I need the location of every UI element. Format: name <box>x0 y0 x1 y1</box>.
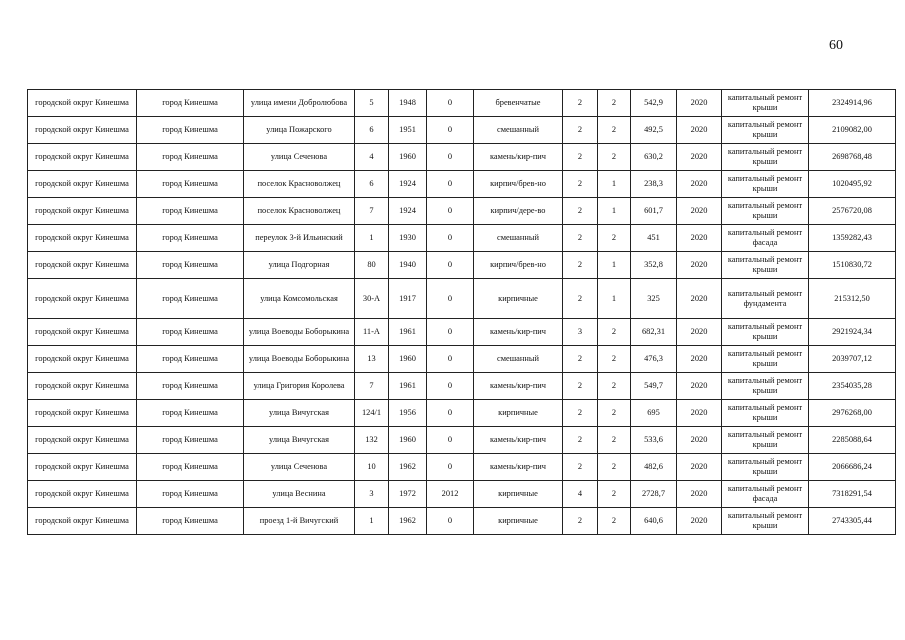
area-cell: 352,8 <box>631 252 677 279</box>
municipality-cell: городской округ Кинешма <box>28 225 137 252</box>
entrances-cell: 2 <box>598 508 631 535</box>
floors-cell: 2 <box>563 171 598 198</box>
street-cell: проезд 1-й Вичугский <box>244 508 355 535</box>
plan-year-cell: 2020 <box>677 252 722 279</box>
street-cell: улица Вичугская <box>244 427 355 454</box>
area-cell: 2728,7 <box>631 481 677 508</box>
plan-year-cell: 2020 <box>677 144 722 171</box>
cost-cell: 2324914,96 <box>809 90 896 117</box>
floors-cell: 2 <box>563 400 598 427</box>
municipality-cell: городской округ Кинешма <box>28 481 137 508</box>
area-cell: 492,5 <box>631 117 677 144</box>
wall-material-cell: смешанный <box>474 225 563 252</box>
floors-cell: 2 <box>563 454 598 481</box>
wall-material-cell: смешанный <box>474 346 563 373</box>
street-cell: улица Сеченова <box>244 144 355 171</box>
municipality-cell: городской округ Кинешма <box>28 346 137 373</box>
built-year-cell: 1961 <box>389 319 427 346</box>
street-cell: поселок Красноволжец <box>244 171 355 198</box>
work-type-cell: капитальный ремонт крыши <box>722 508 809 535</box>
built-year-cell: 1948 <box>389 90 427 117</box>
overhaul-year-cell: 0 <box>427 346 474 373</box>
entrances-cell: 2 <box>598 481 631 508</box>
settlement-cell: город Кинешма <box>137 508 244 535</box>
built-year-cell: 1917 <box>389 279 427 319</box>
house-number-cell: 5 <box>355 90 389 117</box>
work-type-cell: капитальный ремонт крыши <box>722 171 809 198</box>
cost-cell: 1510830,72 <box>809 252 896 279</box>
house-number-cell: 132 <box>355 427 389 454</box>
area-cell: 451 <box>631 225 677 252</box>
wall-material-cell: кирпичные <box>474 481 563 508</box>
floors-cell: 2 <box>563 117 598 144</box>
house-number-cell: 7 <box>355 198 389 225</box>
street-cell: улица Воеводы Боборыкина <box>244 319 355 346</box>
plan-year-cell: 2020 <box>677 90 722 117</box>
built-year-cell: 1956 <box>389 400 427 427</box>
street-cell: улица имени Добролюбова <box>244 90 355 117</box>
settlement-cell: город Кинешма <box>137 373 244 400</box>
table-row <box>28 90 896 117</box>
cost-cell: 1359282,43 <box>809 225 896 252</box>
settlement-cell: город Кинешма <box>137 171 244 198</box>
overhaul-year-cell: 0 <box>427 427 474 454</box>
floors-cell: 2 <box>563 252 598 279</box>
wall-material-cell: кирпич/дере-во <box>474 198 563 225</box>
settlement-cell: город Кинешма <box>137 90 244 117</box>
floors-cell: 2 <box>563 144 598 171</box>
wall-material-cell: камень/кир-пич <box>474 427 563 454</box>
wall-material-cell: камень/кир-пич <box>474 319 563 346</box>
entrances-cell: 2 <box>598 90 631 117</box>
cost-cell: 2743305,44 <box>809 508 896 535</box>
cost-cell: 2354035,28 <box>809 373 896 400</box>
municipality-cell: городской округ Кинешма <box>28 171 137 198</box>
table-row <box>28 346 896 373</box>
municipality-cell: городской округ Кинешма <box>28 252 137 279</box>
wall-material-cell: кирпичные <box>474 400 563 427</box>
floors-cell: 3 <box>563 319 598 346</box>
entrances-cell: 2 <box>598 400 631 427</box>
wall-material-cell: кирпич/брев-но <box>474 252 563 279</box>
municipality-cell: городской округ Кинешма <box>28 427 137 454</box>
table-row <box>28 117 896 144</box>
house-number-cell: 11-А <box>355 319 389 346</box>
entrances-cell: 2 <box>598 427 631 454</box>
house-number-cell: 1 <box>355 508 389 535</box>
area-cell: 695 <box>631 400 677 427</box>
built-year-cell: 1951 <box>389 117 427 144</box>
plan-year-cell: 2020 <box>677 319 722 346</box>
built-year-cell: 1961 <box>389 373 427 400</box>
entrances-cell: 2 <box>598 454 631 481</box>
overhaul-year-cell: 0 <box>427 144 474 171</box>
wall-material-cell: смешанный <box>474 117 563 144</box>
overhaul-year-cell: 0 <box>427 508 474 535</box>
overhaul-year-cell: 0 <box>427 171 474 198</box>
wall-material-cell: камень/кир-пич <box>474 454 563 481</box>
work-type-cell: капитальный ремонт крыши <box>722 144 809 171</box>
overhaul-year-cell: 0 <box>427 400 474 427</box>
table-row <box>28 252 896 279</box>
housing-repair-table <box>27 89 896 535</box>
area-cell: 482,6 <box>631 454 677 481</box>
house-number-cell: 30-А <box>355 279 389 319</box>
floors-cell: 2 <box>563 198 598 225</box>
entrances-cell: 2 <box>598 319 631 346</box>
built-year-cell: 1960 <box>389 427 427 454</box>
plan-year-cell: 2020 <box>677 400 722 427</box>
entrances-cell: 2 <box>598 117 631 144</box>
entrances-cell: 2 <box>598 373 631 400</box>
settlement-cell: город Кинешма <box>137 400 244 427</box>
cost-cell: 2576720,08 <box>809 198 896 225</box>
street-cell: улица Григория Королева <box>244 373 355 400</box>
area-cell: 640,6 <box>631 508 677 535</box>
overhaul-year-cell: 0 <box>427 252 474 279</box>
work-type-cell: капитальный ремонт крыши <box>722 427 809 454</box>
street-cell: улица Сеченова <box>244 454 355 481</box>
plan-year-cell: 2020 <box>677 171 722 198</box>
plan-year-cell: 2020 <box>677 481 722 508</box>
plan-year-cell: 2020 <box>677 454 722 481</box>
work-type-cell: капитальный ремонт крыши <box>722 319 809 346</box>
house-number-cell: 13 <box>355 346 389 373</box>
settlement-cell: город Кинешма <box>137 427 244 454</box>
plan-year-cell: 2020 <box>677 225 722 252</box>
table-row <box>28 427 896 454</box>
table-row <box>28 171 896 198</box>
overhaul-year-cell: 0 <box>427 90 474 117</box>
house-number-cell: 1 <box>355 225 389 252</box>
page-number: 60 <box>829 38 843 53</box>
house-number-cell: 10 <box>355 454 389 481</box>
table-row <box>28 373 896 400</box>
settlement-cell: город Кинешма <box>137 481 244 508</box>
work-type-cell: капитальный ремонт крыши <box>722 117 809 144</box>
plan-year-cell: 2020 <box>677 117 722 144</box>
settlement-cell: город Кинешма <box>137 454 244 481</box>
plan-year-cell: 2020 <box>677 279 722 319</box>
house-number-cell: 3 <box>355 481 389 508</box>
area-cell: 533,6 <box>631 427 677 454</box>
work-type-cell: капитальный ремонт крыши <box>722 454 809 481</box>
house-number-cell: 7 <box>355 373 389 400</box>
table-row <box>28 400 896 427</box>
house-number-cell: 4 <box>355 144 389 171</box>
wall-material-cell: бревенчатые <box>474 90 563 117</box>
entrances-cell: 2 <box>598 225 631 252</box>
built-year-cell: 1924 <box>389 198 427 225</box>
house-number-cell: 80 <box>355 252 389 279</box>
cost-cell: 7318291,54 <box>809 481 896 508</box>
municipality-cell: городской округ Кинешма <box>28 144 137 171</box>
house-number-cell: 6 <box>355 171 389 198</box>
table-row <box>28 481 896 508</box>
municipality-cell: городской округ Кинешма <box>28 373 137 400</box>
street-cell: улица Воеводы Боборыкина <box>244 346 355 373</box>
street-cell: поселок Красноволжец <box>244 198 355 225</box>
entrances-cell: 1 <box>598 171 631 198</box>
cost-cell: 2285088,64 <box>809 427 896 454</box>
settlement-cell: город Кинешма <box>137 252 244 279</box>
cost-cell: 2976268,00 <box>809 400 896 427</box>
work-type-cell: капитальный ремонт крыши <box>722 252 809 279</box>
table-body <box>28 90 896 535</box>
built-year-cell: 1960 <box>389 144 427 171</box>
cost-cell: 215312,50 <box>809 279 896 319</box>
floors-cell: 2 <box>563 279 598 319</box>
plan-year-cell: 2020 <box>677 198 722 225</box>
built-year-cell: 1972 <box>389 481 427 508</box>
cost-cell: 2039707,12 <box>809 346 896 373</box>
street-cell: переулок 3-й Ильинский <box>244 225 355 252</box>
wall-material-cell: кирпич/брев-но <box>474 171 563 198</box>
work-type-cell: капитальный ремонт крыши <box>722 373 809 400</box>
work-type-cell: капитальный ремонт фасада <box>722 481 809 508</box>
floors-cell: 2 <box>563 225 598 252</box>
street-cell: улица Пожарского <box>244 117 355 144</box>
street-cell: улица Комсомольская <box>244 279 355 319</box>
municipality-cell: городской округ Кинешма <box>28 454 137 481</box>
municipality-cell: городской округ Кинешма <box>28 117 137 144</box>
table-row <box>28 508 896 535</box>
work-type-cell: капитальный ремонт крыши <box>722 400 809 427</box>
built-year-cell: 1962 <box>389 508 427 535</box>
table-row <box>28 144 896 171</box>
plan-year-cell: 2020 <box>677 427 722 454</box>
street-cell: улица Веснина <box>244 481 355 508</box>
wall-material-cell: камень/кир-пич <box>474 144 563 171</box>
overhaul-year-cell: 0 <box>427 117 474 144</box>
plan-year-cell: 2020 <box>677 373 722 400</box>
municipality-cell: городской округ Кинешма <box>28 400 137 427</box>
entrances-cell: 1 <box>598 198 631 225</box>
overhaul-year-cell: 0 <box>427 319 474 346</box>
area-cell: 549,7 <box>631 373 677 400</box>
overhaul-year-cell: 0 <box>427 225 474 252</box>
area-cell: 325 <box>631 279 677 319</box>
area-cell: 542,9 <box>631 90 677 117</box>
cost-cell: 2066686,24 <box>809 454 896 481</box>
settlement-cell: город Кинешма <box>137 198 244 225</box>
overhaul-year-cell: 0 <box>427 198 474 225</box>
wall-material-cell: кирпичные <box>474 508 563 535</box>
house-number-cell: 6 <box>355 117 389 144</box>
floors-cell: 2 <box>563 427 598 454</box>
work-type-cell: капитальный ремонт фасада <box>722 225 809 252</box>
built-year-cell: 1940 <box>389 252 427 279</box>
municipality-cell: городской округ Кинешма <box>28 198 137 225</box>
built-year-cell: 1924 <box>389 171 427 198</box>
settlement-cell: город Кинешма <box>137 117 244 144</box>
overhaul-year-cell: 0 <box>427 373 474 400</box>
cost-cell: 2698768,48 <box>809 144 896 171</box>
entrances-cell: 1 <box>598 252 631 279</box>
floors-cell: 2 <box>563 346 598 373</box>
street-cell: улица Подгорная <box>244 252 355 279</box>
built-year-cell: 1960 <box>389 346 427 373</box>
settlement-cell: город Кинешма <box>137 319 244 346</box>
plan-year-cell: 2020 <box>677 346 722 373</box>
table-row <box>28 225 896 252</box>
area-cell: 682,31 <box>631 319 677 346</box>
table-row <box>28 319 896 346</box>
table-row <box>28 279 896 319</box>
house-number-cell: 124/1 <box>355 400 389 427</box>
entrances-cell: 2 <box>598 346 631 373</box>
overhaul-year-cell: 0 <box>427 279 474 319</box>
settlement-cell: город Кинешма <box>137 346 244 373</box>
municipality-cell: городской округ Кинешма <box>28 90 137 117</box>
municipality-cell: городской округ Кинешма <box>28 279 137 319</box>
street-cell: улица Вичугская <box>244 400 355 427</box>
municipality-cell: городской округ Кинешма <box>28 508 137 535</box>
area-cell: 476,3 <box>631 346 677 373</box>
settlement-cell: город Кинешма <box>137 279 244 319</box>
cost-cell: 1020495,92 <box>809 171 896 198</box>
overhaul-year-cell: 2012 <box>427 481 474 508</box>
area-cell: 630,2 <box>631 144 677 171</box>
work-type-cell: капитальный ремонт фундамента <box>722 279 809 319</box>
work-type-cell: капитальный ремонт крыши <box>722 346 809 373</box>
floors-cell: 2 <box>563 373 598 400</box>
entrances-cell: 2 <box>598 144 631 171</box>
floors-cell: 2 <box>563 508 598 535</box>
cost-cell: 2921924,34 <box>809 319 896 346</box>
wall-material-cell: кирпичные <box>474 279 563 319</box>
wall-material-cell: камень/кир-пич <box>474 373 563 400</box>
municipality-cell: городской округ Кинешма <box>28 319 137 346</box>
floors-cell: 2 <box>563 90 598 117</box>
built-year-cell: 1930 <box>389 225 427 252</box>
overhaul-year-cell: 0 <box>427 454 474 481</box>
work-type-cell: капитальный ремонт крыши <box>722 198 809 225</box>
work-type-cell: капитальный ремонт крыши <box>722 90 809 117</box>
area-cell: 601,7 <box>631 198 677 225</box>
floors-cell: 4 <box>563 481 598 508</box>
settlement-cell: город Кинешма <box>137 225 244 252</box>
table-row <box>28 198 896 225</box>
plan-year-cell: 2020 <box>677 508 722 535</box>
table-row <box>28 454 896 481</box>
entrances-cell: 1 <box>598 279 631 319</box>
cost-cell: 2109082,00 <box>809 117 896 144</box>
area-cell: 238,3 <box>631 171 677 198</box>
settlement-cell: город Кинешма <box>137 144 244 171</box>
built-year-cell: 1962 <box>389 454 427 481</box>
